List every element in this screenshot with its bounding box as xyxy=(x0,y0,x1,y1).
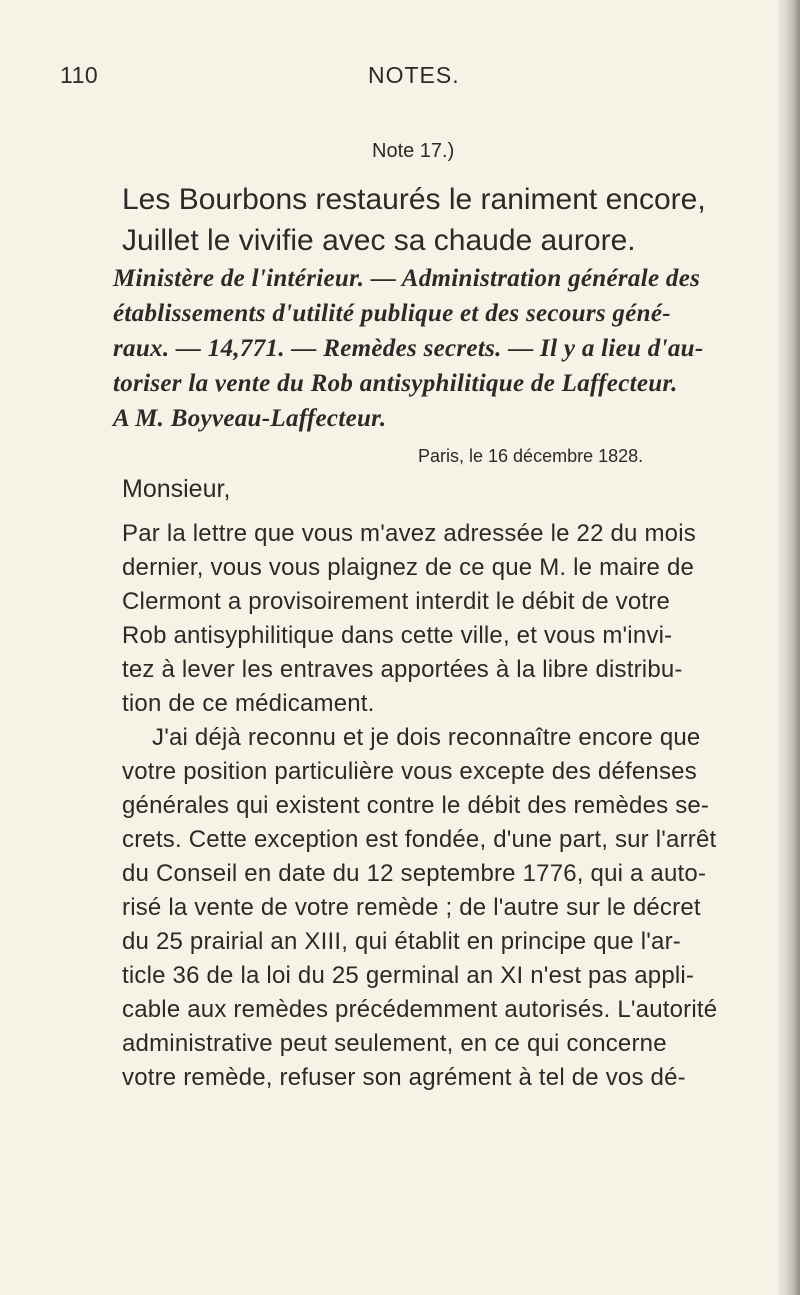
heading-line: raux. — 14,771. — Remèdes secrets. — Il y a lieu d'au- xyxy=(113,335,704,362)
page-number: 110 xyxy=(60,62,99,88)
heading-line: établissements d'utilité publique et des secours géné- xyxy=(113,300,671,327)
body-line: tez à lever les entraves apportées à la libre distribu- xyxy=(122,656,683,683)
verse-line: Juillet le vivifie avec sa chaude aurore. xyxy=(122,224,636,257)
body-line: ticle 36 de la loi du 25 germinal an XI n'est pas appli- xyxy=(122,962,695,989)
body-line: administrative peut seulement, en ce qui concerne xyxy=(122,1030,667,1057)
heading-line: A M. Boyveau-Laffecteur. xyxy=(113,405,387,432)
body-line: votre remède, refuser son agrément à tel de vos dé- xyxy=(122,1064,686,1091)
body-line: Clermont a provisoirement interdit le débit de votre xyxy=(122,588,670,615)
page-edge-shadow xyxy=(778,0,800,1295)
body-line: tion de ce médicament. xyxy=(122,690,375,717)
verse-line: Les Bourbons restaurés le raniment encore, xyxy=(122,183,706,216)
heading-line: Ministère de l'intérieur. — Administration générale des xyxy=(113,265,701,292)
heading-line: toriser la vente du Rob antisyphilitique de Laffecteur. xyxy=(113,370,678,397)
salutation: Monsieur, xyxy=(122,475,231,503)
body-line: du Conseil en date du 12 septembre 1776, qui a auto- xyxy=(122,860,707,887)
body-line: Par la lettre que vous m'avez adressée le 22 du mois xyxy=(122,520,696,547)
body-line: dernier, vous vous plaignez de ce que M. le maire de xyxy=(122,554,695,581)
dateline: Paris, le 16 décembre 1828. xyxy=(418,446,644,466)
running-head: NOTES. xyxy=(368,62,460,88)
body-line: J'ai déjà reconnu et je dois reconnaître encore que xyxy=(152,724,701,751)
body-line: du 25 prairial an XIII, qui établit en principe que l'ar- xyxy=(122,928,681,955)
body-line: Rob antisyphilitique dans cette ville, et vous m'invi- xyxy=(122,622,673,649)
body-line: cable aux remèdes précédemment autorisés. L'autorité xyxy=(122,996,718,1023)
body-line: crets. Cette exception est fondée, d'une part, sur l'arrêt xyxy=(122,826,717,853)
note-reference: Note 17.) xyxy=(372,140,455,162)
body-line: votre position particulière vous excepte des défenses xyxy=(122,758,697,785)
body-line: risé la vente de votre remède ; de l'autre sur le décret xyxy=(122,894,701,921)
body-line: générales qui existent contre le débit des remèdes se- xyxy=(122,792,710,819)
